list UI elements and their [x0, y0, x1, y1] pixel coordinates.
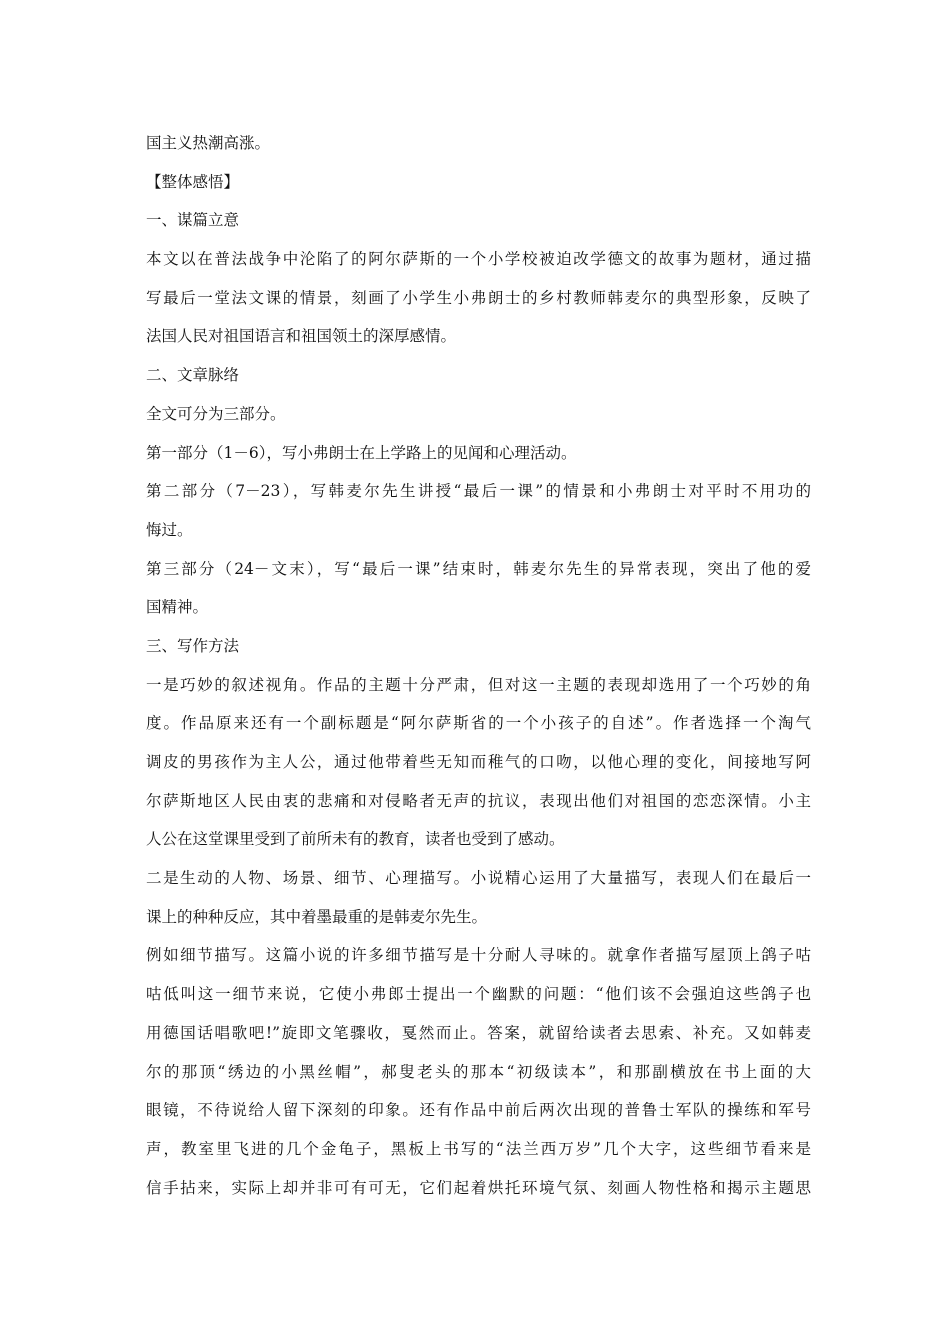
- text-line: 国精神。: [146, 598, 209, 617]
- subsection-heading: 一、谋篇立意: [146, 211, 240, 230]
- text-line: 写最后一堂法文课的情景，刻画了小学生小弗朗士的乡村教师韩麦尔的典型形象，反映了: [146, 288, 811, 307]
- text-line: 人公在这堂课里受到了前所未有的教育，读者也受到了感动。: [146, 830, 565, 849]
- text-line: 本文以在普法战争中沦陷了的阿尔萨斯的一个小学校被迫改学德文的故事为题材，通过描: [146, 250, 811, 269]
- text-line: 调皮的男孩作为主人公，通过他带着些无知而稚气的口吻，以他心理的变化，间接地写阿: [146, 753, 811, 771]
- text-line: 声，教室里飞进的几个金龟子，黑板上书写的“法兰西万岁”几个大字，这些细节看来是: [146, 1139, 811, 1158]
- text-line: 尔萨斯地区人民由衷的悲痛和对侵略者无声的抗议，表现出他们对祖国的恋恋深情。小主: [146, 791, 811, 810]
- text-line: 课上的种种反应，其中着墨最重的是韩麦尔先生。: [146, 907, 488, 926]
- text-line: 全文可分为三部分。: [146, 404, 286, 423]
- document-body: [146, 124, 811, 1207]
- subsection-heading: 二、文章脉络: [146, 366, 240, 385]
- text-line: 尔的那顶“绣边的小黑丝帽”，郝叟老头的那本“初级读本”，和那副横放在书上面的大: [146, 1062, 811, 1081]
- text-line: 法国人民对祖国语言和祖国领土的深厚感情。: [146, 327, 457, 346]
- text-line: 国主义热潮高涨。: [146, 134, 271, 152]
- subsection-heading: 三、写作方法: [146, 636, 240, 655]
- text-line: 度。作品原来还有一个副标题是“阿尔萨斯省的一个小孩子的自述”。作者选择一个淘气: [146, 714, 811, 733]
- text-line: 悔过。: [146, 520, 193, 539]
- text-line: 第三部分（24－文末），写“最后一课”结束时，韩麦尔先生的异常表现，突出了他的爱: [146, 559, 811, 578]
- text-line: 第一部分（1－6），写小弗朗士在上学路上的见闻和心理活动。: [146, 443, 577, 462]
- text-line: 眼镜，不待说给人留下深刻的印象。还有作品中前后两次出现的普鲁士军队的操练和军号: [146, 1101, 811, 1120]
- text-line: 二是生动的人物、场景、细节、心理描写。小说精心运用了大量描写，表现人们在最后一: [146, 869, 811, 888]
- section-heading: 【整体感悟】: [146, 172, 240, 191]
- text-line: 咕低叫这一细节来说，它使小弗郎士提出一个幽默的问题：“他们该不会强迫这些鸽子也: [146, 985, 811, 1004]
- text-line: 例如细节描写。这篇小说的许多细节描写是十分耐人寻味的。就拿作者描写屋顶上鸽子咕: [146, 946, 811, 965]
- text-line: 用德国话唱歌吧!”旋即文笔骤收，戛然而止。答案，就留给读者去思索、补充。又如韩麦: [146, 1023, 811, 1042]
- text-line: 信手拈来，实际上却并非可有可无，它们起着烘托环境气氛、刻画人物性格和揭示主题思: [146, 1178, 811, 1197]
- text-line: 第二部分（7－23），写韩麦尔先生讲授“最后一课”的情景和小弗朗士对平时不用功的: [146, 482, 811, 501]
- text-line: 一是巧妙的叙述视角。作品的主题十分严肃，但对这一主题的表现却选用了一个巧妙的角: [146, 675, 811, 694]
